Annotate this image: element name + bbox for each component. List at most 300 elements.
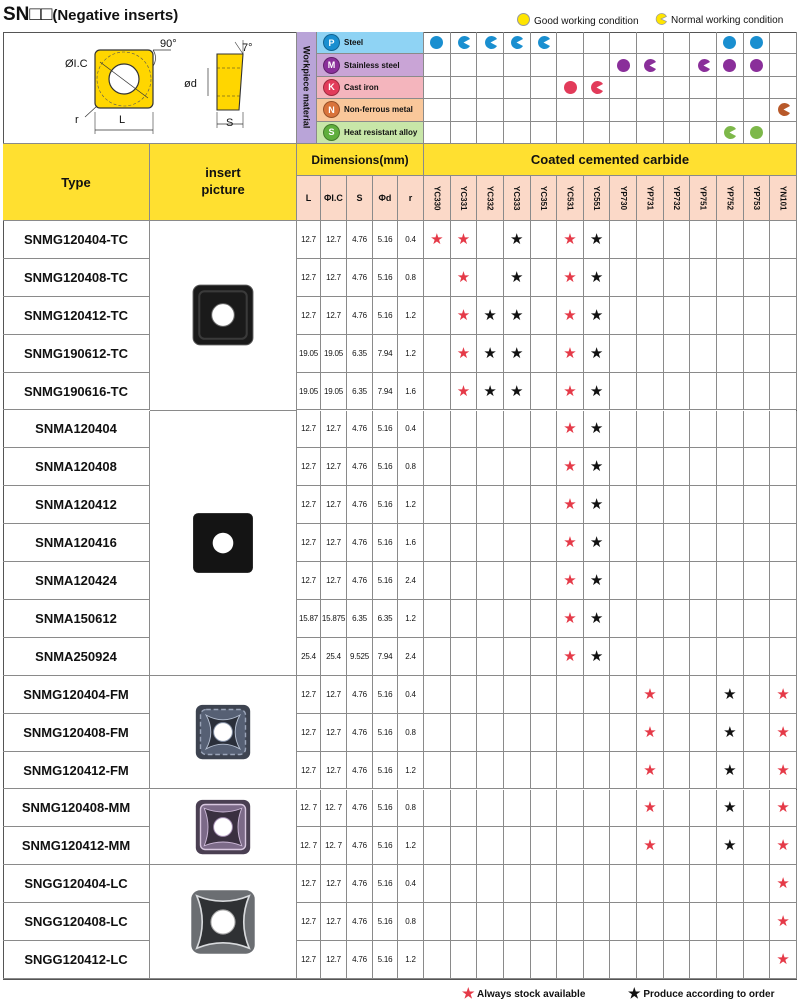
grade-cell — [664, 638, 691, 676]
grade-cell — [451, 941, 478, 979]
dim-cell — [321, 221, 347, 259]
suitability-cell — [504, 32, 531, 54]
grade-cell — [744, 941, 771, 979]
insert-dimension-drawing — [3, 32, 297, 144]
suitability-cell — [424, 122, 451, 144]
suitability-cell — [770, 54, 797, 76]
dim-value: 6.35 — [377, 613, 393, 623]
red-star-icon: ★ — [563, 458, 577, 476]
grade-cell — [717, 903, 744, 941]
grade-cell — [477, 297, 504, 335]
grade-cell — [744, 297, 771, 335]
grade-header-yc332 — [477, 176, 504, 221]
black-star-icon: ★ — [509, 382, 524, 400]
dim-value: 12. 7 — [325, 803, 342, 813]
normal-condition-icon — [509, 35, 524, 50]
grade-cell — [690, 790, 717, 828]
suitability-cell — [504, 54, 531, 76]
dim-cell — [373, 941, 398, 979]
grade-cell — [477, 941, 504, 979]
dim-cell — [347, 486, 373, 524]
dim-value: 1.6 — [405, 538, 416, 548]
grade-header-yp752 — [717, 176, 744, 221]
dim-cell — [297, 903, 321, 941]
grade-cell — [477, 827, 504, 865]
grade-cell — [610, 941, 637, 979]
black-star-icon: ★ — [589, 230, 604, 248]
dim-cell — [373, 903, 398, 941]
red-star-icon: ★ — [643, 799, 657, 817]
suitability-cell — [717, 32, 744, 54]
red-star-icon: ★ — [563, 496, 577, 514]
suitability-cell — [610, 99, 637, 121]
dim-cell — [297, 562, 321, 600]
table-row-type — [3, 903, 150, 941]
suitability-cell — [424, 99, 451, 121]
type-name: SNMG120404-FM — [23, 686, 129, 702]
good-condition-icon — [563, 80, 578, 95]
grade-cell — [770, 903, 797, 941]
dim-col-header — [347, 176, 373, 221]
grade-cell — [557, 903, 584, 941]
suitability-cell — [610, 54, 637, 76]
grade-cell — [424, 448, 451, 486]
type-name: SNMG120408-FM — [23, 724, 129, 740]
black-star-icon: ★ — [589, 572, 604, 590]
grade-cell — [504, 676, 531, 714]
workpiece-title-text: Workpiece material — [301, 46, 312, 129]
dim-cell — [373, 448, 398, 486]
dim-value: 1.2 — [405, 955, 416, 965]
grade-cell — [424, 373, 451, 411]
red-star-icon: ★ — [456, 382, 471, 400]
dim-value: 1.6 — [405, 386, 416, 396]
suitability-cell — [531, 122, 558, 144]
grade-cell — [531, 486, 558, 524]
dim-cell — [398, 903, 424, 941]
grade-header-yp731 — [637, 176, 664, 221]
grade-cell — [770, 790, 797, 828]
red-star-icon: ★ — [776, 913, 790, 931]
suitability-cell — [477, 32, 504, 54]
grade-cell — [557, 486, 584, 524]
dim-cell — [373, 335, 398, 373]
suitability-cell — [610, 122, 637, 144]
grade-cell — [637, 790, 664, 828]
dim-value: 9.525 — [349, 651, 370, 661]
grade-cell — [504, 297, 531, 335]
grade-cell — [770, 524, 797, 562]
dim-cell — [347, 865, 373, 903]
insert-hole — [109, 64, 139, 94]
grade-cell — [664, 297, 691, 335]
suitability-cell — [451, 54, 478, 76]
grade-cell — [557, 752, 584, 790]
red-star-icon: ★ — [643, 723, 657, 741]
dim-value: 1.2 — [405, 348, 416, 358]
dim-cell — [347, 600, 373, 638]
dim-cell — [398, 865, 424, 903]
dim-value: 1.2 — [405, 310, 416, 320]
dim-cell — [321, 638, 347, 676]
black-star-icon: ★ — [723, 837, 737, 855]
dim-value: 6.35 — [352, 386, 367, 396]
suitability-cell — [504, 99, 531, 121]
material-n — [317, 99, 424, 121]
dim-cell — [373, 562, 398, 600]
dim-cell — [373, 790, 398, 828]
dim-value: 12. 7 — [300, 803, 317, 813]
grade-cell — [664, 221, 691, 259]
suitability-cell — [717, 77, 744, 99]
black-star-icon: ★ — [509, 230, 524, 248]
insert-photo-snma — [190, 510, 256, 576]
dim-cell — [347, 335, 373, 373]
grade-cell — [610, 486, 637, 524]
type-name: SNMA120416 — [35, 535, 117, 551]
normal-condition-icon — [642, 58, 657, 73]
grade-cell — [690, 335, 717, 373]
type-name: SNMA250924 — [35, 648, 117, 664]
dim-value: 4.76 — [352, 576, 367, 586]
grade-cell — [610, 524, 637, 562]
grade-cell — [744, 411, 771, 449]
grade-label: YP753 — [751, 185, 761, 211]
dim-cell — [398, 448, 424, 486]
dim-value: 0.4 — [405, 424, 416, 434]
diagram-label-S: S — [226, 117, 234, 129]
grade-cell — [451, 297, 478, 335]
black-star-icon: ★ — [589, 268, 604, 286]
grade-cell — [717, 335, 744, 373]
dim-value: 12.7 — [301, 310, 316, 320]
black-star-icon: ★ — [723, 685, 737, 703]
grade-cell — [770, 676, 797, 714]
grade-cell — [504, 259, 531, 297]
grade-cell — [744, 714, 771, 752]
dim-value: 19.05 — [298, 348, 319, 358]
type-header-label: Type — [61, 174, 91, 190]
dim-value: 4.76 — [352, 727, 367, 737]
dim-cell — [321, 941, 347, 979]
grade-cell — [504, 373, 531, 411]
grade-cell — [451, 562, 478, 600]
grade-cell — [690, 373, 717, 411]
grade-cell — [477, 752, 504, 790]
material-badge-p: P — [323, 34, 340, 51]
suitability-cell — [477, 77, 504, 99]
normal-condition-icon — [696, 58, 711, 73]
red-star-icon: ★ — [563, 609, 577, 627]
table-row-type — [3, 790, 150, 828]
legend-normal — [655, 13, 783, 26]
dim-value: 12.7 — [326, 955, 341, 965]
red-star-icon: ★ — [643, 837, 657, 855]
grade-cell — [690, 903, 717, 941]
insert-diagram — [3, 32, 297, 144]
grade-cell — [770, 752, 797, 790]
dim-value: 6.35 — [352, 613, 367, 623]
grade-cell — [717, 373, 744, 411]
insert-picture-tc — [150, 221, 297, 411]
grade-cell — [717, 411, 744, 449]
normal-condition-icon — [589, 80, 604, 95]
dim-cell — [347, 676, 373, 714]
suitability-cell — [770, 77, 797, 99]
dim-value: 5.16 — [377, 576, 393, 586]
grade-cell — [610, 676, 637, 714]
red-star-icon: ★ — [643, 761, 657, 779]
grade-header-yc331 — [451, 176, 478, 221]
suitability-cell — [477, 99, 504, 121]
grade-cell — [690, 297, 717, 335]
black-star-icon: ★ — [509, 268, 524, 286]
grade-cell — [610, 448, 637, 486]
insert-photo-lc — [188, 887, 258, 957]
grade-cell — [451, 486, 478, 524]
grade-cell — [557, 941, 584, 979]
dim-value: 7.94 — [377, 348, 393, 358]
grade-label: YC351 — [538, 185, 548, 211]
dim-cell — [347, 827, 373, 865]
dim-value: 7.94 — [377, 386, 393, 396]
normal-condition-icon — [722, 125, 737, 140]
legend-normal-label: Normal working condition — [671, 15, 784, 26]
workpiece-title — [297, 32, 317, 144]
grade-cell — [744, 600, 771, 638]
grade-cell — [451, 714, 478, 752]
dim-cell — [398, 297, 424, 335]
suitability-cell — [531, 77, 558, 99]
suitability-cell — [584, 32, 611, 54]
grade-cell — [477, 790, 504, 828]
dim-cell — [347, 903, 373, 941]
grade-cell — [717, 790, 744, 828]
grade-cell — [584, 411, 611, 449]
suitability-cell — [557, 99, 584, 121]
dim-value: 5.16 — [377, 727, 393, 737]
dim-value: 5.16 — [377, 803, 393, 813]
dim-value: 4.76 — [352, 538, 367, 548]
grade-cell — [610, 600, 637, 638]
dim-value: 1.2 — [405, 765, 416, 775]
type-name: SNMG120404-TC — [23, 231, 129, 247]
grade-cell — [637, 941, 664, 979]
dim-cell — [347, 373, 373, 411]
grade-cell — [557, 335, 584, 373]
dim-cell — [297, 865, 321, 903]
grade-cell — [770, 411, 797, 449]
dim-value: 2.4 — [405, 576, 416, 586]
diagram-label-r: r — [75, 114, 79, 126]
grade-cell — [451, 600, 478, 638]
type-name: SNMG120408-MM — [21, 800, 131, 816]
suitability-cell — [557, 77, 584, 99]
grade-cell — [637, 335, 664, 373]
normal-condition-icon — [655, 13, 667, 25]
dim-cell — [347, 714, 373, 752]
normal-condition-icon — [483, 35, 498, 50]
dim-cell — [321, 752, 347, 790]
dim-cell — [373, 221, 398, 259]
dim-cell — [347, 941, 373, 979]
grade-cell — [637, 448, 664, 486]
grade-label: YP730 — [618, 185, 628, 211]
suitability-cell — [637, 32, 664, 54]
grade-cell — [770, 373, 797, 411]
dim-value: 12.7 — [326, 500, 341, 510]
grade-cell — [531, 827, 558, 865]
dim-value: 12. 7 — [300, 841, 317, 851]
dim-cell — [321, 676, 347, 714]
black-star-icon: ★ — [589, 496, 604, 514]
grade-cell — [637, 676, 664, 714]
grade-cell — [557, 600, 584, 638]
grade-cell — [744, 676, 771, 714]
black-star-icon: ★ — [509, 344, 524, 362]
good-condition-icon — [749, 125, 764, 140]
suitability-cell — [690, 122, 717, 144]
grade-cell — [584, 676, 611, 714]
grade-cell — [531, 600, 558, 638]
insert-picture-mm — [150, 790, 297, 866]
grade-cell — [504, 221, 531, 259]
grade-header-yc333 — [504, 176, 531, 221]
dim-cell — [321, 714, 347, 752]
grade-cell — [504, 638, 531, 676]
grade-cell — [770, 638, 797, 676]
grade-cell — [610, 752, 637, 790]
dim-cell — [297, 524, 321, 562]
dim-value: 0.4 — [405, 879, 416, 889]
dim-cell — [373, 600, 398, 638]
dim-cell — [297, 448, 321, 486]
suitability-cell — [744, 32, 771, 54]
dim-cell — [321, 486, 347, 524]
grade-cell — [664, 335, 691, 373]
suitability-cell — [664, 99, 691, 121]
grade-cell — [610, 221, 637, 259]
dim-cell — [297, 411, 321, 449]
grade-cell — [690, 221, 717, 259]
suitability-cell — [504, 122, 531, 144]
dim-col-header — [398, 176, 424, 221]
dim-value: 12.7 — [326, 727, 341, 737]
grade-cell — [504, 600, 531, 638]
grade-cell — [451, 676, 478, 714]
suitability-cell — [717, 99, 744, 121]
dim-cell — [373, 827, 398, 865]
dim-cell — [373, 411, 398, 449]
grade-cell — [477, 562, 504, 600]
grade-cell — [717, 524, 744, 562]
grade-cell — [717, 562, 744, 600]
dim-value: 12.7 — [326, 424, 341, 434]
grade-cell — [451, 373, 478, 411]
dim-value: 4.76 — [352, 272, 367, 282]
grade-cell — [531, 752, 558, 790]
suitability-cell — [744, 77, 771, 99]
insert-picture-header — [150, 144, 297, 221]
dim-value: 12.7 — [301, 576, 316, 586]
grade-cell — [690, 600, 717, 638]
material-badge-m: M — [323, 57, 340, 74]
dim-cell — [398, 941, 424, 979]
diagram-label-d: ød — [184, 78, 197, 90]
grade-cell — [531, 448, 558, 486]
suitability-cell — [637, 99, 664, 121]
grade-header-yp751 — [690, 176, 717, 221]
dim-cell — [398, 221, 424, 259]
material-badge-n: N — [323, 101, 340, 118]
grade-cell — [637, 373, 664, 411]
dim-cell — [297, 259, 321, 297]
grade-cell — [531, 790, 558, 828]
good-condition-icon — [722, 58, 737, 73]
grade-cell — [504, 714, 531, 752]
grade-cell — [477, 903, 504, 941]
title-main: SN□□ — [3, 4, 53, 25]
grade-cell — [690, 562, 717, 600]
dim-cell — [321, 448, 347, 486]
grade-cell — [770, 941, 797, 979]
dim-cell — [297, 600, 321, 638]
dim-value: 5.16 — [377, 879, 393, 889]
grade-cell — [637, 600, 664, 638]
dim-value: 0.8 — [405, 462, 416, 472]
grade-header-yc351 — [531, 176, 558, 221]
grade-cell — [584, 790, 611, 828]
grade-cell — [451, 827, 478, 865]
grade-cell — [557, 638, 584, 676]
dim-value: 25.4 — [326, 651, 341, 661]
grade-cell — [531, 865, 558, 903]
grade-label: YC330 — [432, 185, 442, 211]
red-star-icon: ★ — [563, 344, 577, 362]
dim-cell — [398, 827, 424, 865]
grade-cell — [744, 486, 771, 524]
grade-cell — [504, 411, 531, 449]
grade-cell — [717, 486, 744, 524]
black-star-icon: ★ — [483, 344, 497, 362]
grade-cell — [637, 411, 664, 449]
good-condition-icon — [517, 13, 530, 26]
dim-value: 1.2 — [405, 613, 416, 623]
black-star-icon: ★ — [483, 306, 497, 324]
material-p — [317, 32, 424, 54]
red-star-icon: ★ — [456, 230, 471, 248]
dim-cell — [321, 903, 347, 941]
good-condition-icon — [429, 35, 444, 50]
dim-col-label: L — [305, 193, 312, 203]
grade-cell — [717, 865, 744, 903]
grade-cell — [770, 600, 797, 638]
red-star-icon: ★ — [643, 685, 657, 703]
type-name: SNGG120404-LC — [24, 876, 128, 892]
legend-produce-order — [628, 985, 774, 1002]
dim-value: 5.16 — [377, 765, 393, 775]
grade-cell — [770, 562, 797, 600]
grade-cell — [451, 752, 478, 790]
suitability-cell — [557, 32, 584, 54]
grade-cell — [451, 448, 478, 486]
material-k — [317, 77, 424, 99]
dim-value: 15.875 — [321, 613, 346, 623]
dim-cell — [398, 524, 424, 562]
grade-cell — [451, 259, 478, 297]
legend-good-label: Good working condition — [534, 16, 639, 27]
table-row-type — [3, 714, 150, 752]
